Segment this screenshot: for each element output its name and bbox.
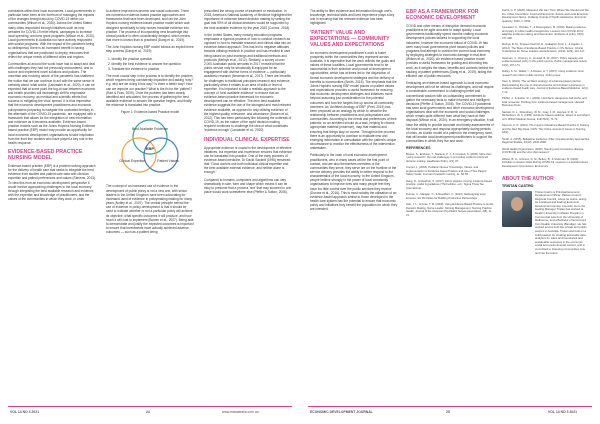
- reference-item: Melnyk, B. M., Fineout-Overholt, E., Gallagher-Ford, L., & Kaplan, L. (2012). The State of Evidence-Based Practice in US Nurses: Critical Implications for Nurse Leaders and Educators. JONA, 42(9), 410-417.: [502, 43, 586, 53]
- list-item: 1. Identify the practice question.: [108, 56, 154, 61]
- section-heading-community-values: 'PATIENT' VALUE AND EXPECTATIONS — COMMUNITY VALUES AND EXPECTATIONS: [310, 29, 390, 48]
- reference-item: Harris, G. P. (2020). Measures We Can Trust: Where We Should and We Do. Urban Councillors: Covid and Economic Justice and Local Economic Development Nexus. (Indiana) Journal of Pacific Assistance, Economic quarterly, 2020, 2, 0193.: [502, 9, 589, 23]
- author-bio: Tristan Castro is Principal Economic Development Officer, Parkes Council, Regional Council, where he works, acting as sustained and leading Economic Development service Councils. He is the leading Manager Tristan has worked at Deakin University in Master Program in Commercial Law from the University of Melbourne, and a Bachelor of Economics from Deakin University (Bendigo). He has worked across both the private and public sectors in Australia. Tristan and built on a solid passion for creating actionable data analytics for sales and boundaries and sustainable outcomes in the economic, social and environmental context, and is committed to fostering communities now and into the future.: [535, 189, 587, 255]
- left-col-1: [8, 9, 96, 204]
- reference-item: Lancaster, K., Rhodes, T., & Rosengarten, M. (2020). Making evidence and policy in public health emergencies: Lessons from COVID-19 for adaptive evidence-making and intervention. Evidence & policy, 16(3), 477-490.: [502, 26, 587, 40]
- paragraph: In the United States, many nursing education programs emphasise a rigorous process of how to conduct research as opposed to how to translate research and clinical data into an evidence-based approach. This has led to negative attitudes towards utilising research in practice and has resulted in care being based on past learnings and traditional methods and protocols (Melnyk et al., 2012). Similarly, a survey of over 2,000 Australian public servants in 2017 revealed that the public service may be structurally ill-equipped for an engagement with diverse forms of evidence — particularly academic research (Newman et al., 2017). There are benefits for challenges to traditional principles research and evidence, particularly when it relates to an area of skills or level of expertise. It is important to take a realistic approach to the concept of 'best available evidence' to ensure that an evidence-based practice framework for economic development can be effective. The term best available evidence suggests the use of the strongest and most relevant evidence available, as opposed to only utilising evidence of the highest quality, relevance, and abundance (Bowen et al., 2012). This has been particularly like following the outbreak of COVID-19, as the nature of the rapid decision making required continues to challenge the idea of what constitutes 'evidence-enough' (Lancaster et al., 2020).: [204, 32, 292, 133]
- list-item: 2. Identify the best evidence to answer the question.: [108, 61, 182, 66]
- reference-item: Wilson, B. H., Johnson, D. M., Bolton, B., & Stutzman, B. (2020). Activities to Assess Cities During COVID-19. Lessons in Local Economic Development Commission, Economics.: [502, 157, 589, 168]
- author-name: TRISTAN CASTRO: [502, 184, 534, 188]
- left-col-2: [106, 9, 194, 237]
- paragraph: Communities all around the world have had to adapt and deal with challenges they had not previously encountered, and to source and implement novel solutions and policies. The uncertain and evolving nature of the pandemic has shattered the notion that we can continue to act with the same sense of certainty about 'what works' (Lancaster et al., 2020). It can be expected that at some point the tug-of-war between economic and health priorities will increasingly shift to emphasise economic recovery, as medical and scientific efforts find success in mitigating the virus' spread. It is thus imperative that the economic development practitioners and economic policymakers preparing to navigate this uncharted territory in the aftermath of the COVID-19 pandemic, are equipped with a framework that allows for the integration of new information and evidence as it becomes available. Evidence-based practice models such as the Johns Hopkins Nursing Evidence based practice (EBP) model may provide an opportunity for local economic development organisations to take inspiration from the front line workers who have played a key role in the health response.: [8, 61, 96, 145]
- footer-page-number: 24: [146, 410, 150, 414]
- reference-item: Nutley, S. M., Walter, I., & Davies, H. T. (2007). Using evidence: How research can inform public services. Policy press.: [502, 70, 584, 77]
- list-item: 3. Translate the evidence to practice.: [108, 66, 161, 71]
- paragraph: to achieve improved economic and social outcomes. There are numerous evidence-based practice approaches and frameworks that have been developed, such as the John Hopkins nursing evidence-based practice model which was designed specifically to help nurses translate evidence into practice. The process of incorporating new knowledge into clinical practice is often considerably delayed, which means that more is known than is practiced (Dang et al., 2019).: [106, 9, 190, 43]
- paragraph: Embracing an evidence-based approach to local economic development will not be without its challenges, and will require a considerable commitment to challenging belief and conventional wisdom with an outstanding commitment to gather the necessary facts to make informed and intelligent decisions (Pfeffer & Sutton, 2006). The COVID-19 pandemic has seen local governments and other economic development organisations deal with the economic and social challenges which remain quite different from what they have at their disposal (Wilson et al., 2020). In an emergency situation, it will have the ability to provide accurate and timely assessments of the local economy and respond appropriately during periods of crisis, as a tailor model of a patient in the emergency room, that will enable local development practitioners to support the communities in which they live and work.: [406, 81, 494, 144]
- footer-website-link[interactable]: www.edaustralia.com.au: [222, 410, 259, 414]
- venn-label-patient: Patient Values: [157, 159, 179, 164]
- ebp-venn-diagram: [110, 116, 190, 178]
- reference-item: Smith, A. (2015). Bellwether Evidence: Filter Complementary Approaches. Regional Studies, 49(12), 2034-2048.: [502, 137, 590, 144]
- paragraph: Particularly in the case of local economic development practitioners, who in many cases will be the first point of contact, and are also themselves members of the communities they serve, they serve are on the frontline of the service delivery provides the ability to better respond to the characteristics of the local economy. In the United Kingdom, people believe strongly in the power of local community organisations to improve lives and many people feel they have too little control over the public services they receive (Durose et al., 2016). This is most notably the utilisation of an evidence-based approach similar to those developed in the health care system has the potential to ensure that economic policy and initiatives truly benefit the population for which they are intended.: [310, 153, 398, 212]
- paragraph: The concept of an increased use of evidence in the development of public policy is not a new one, with senior leaders in the United Kingdom have been advocating for increased used of evidence in policymaking making for many years (Nutley et al., 2007). The central principle behind the use of evidence in policy development is that it should be used to indicate whether or not a particular policy will achieve its objective, what specific outcomes it will produce, and how much it will cost to implement (Bowen et al., 2007). Being able to demonstrate and justify the expected outcomes is important to ensure that investments have actually achieved adverse outcomes — such as a patient being: [106, 184, 194, 235]
- footer-volume: VOL 14 NO 3 2021: [10, 410, 39, 414]
- venn-label-best: Best Available Evidence: [131, 127, 169, 132]
- section-heading-ebp-nursing: EVIDENCE-BASED PRACTICE NURSING MODEL: [8, 149, 83, 161]
- venn-label-clinical: Clinical Expertise: [118, 159, 146, 164]
- venn-label-center: EBP: [145, 146, 155, 152]
- footer-rule: [308, 406, 592, 407]
- reference-item: Connor, L. (2018). Pediatric Nurses' Knowledge, Values, and Implementation of Evidence-based Practice and Use of Two Patient Safety Goals. Journal of pediatric nursing, 41, 50-55.: [406, 166, 487, 177]
- reference-item: Durose, C., Mangan, C., & Needham, C. (2013). Redesigning local services: Six Principles for Building Productive Partnerships.: [406, 193, 486, 200]
- paragraph: prescribed the wrong course of treatment or medication. In 2018, America's National Academy of Medicine highlighted the importance of evidence based decision making by setting the goal that 90% of all clinical decisions would be supported by the best available evidence by the year 2020 (Connor, 2018).: [204, 9, 292, 30]
- footer-page-number: 25: [446, 410, 450, 414]
- reference-item: Stevens, K. R. (2013). The Impact of Evidence-Based Practice in Nursing and the Next Big Ideas. OJIN: The Online Journal of Issues in Nursing, 18(2).: [502, 124, 590, 134]
- reference-item: Newman, J., Cherney, A., & Head, B. W. (2017). Policy capacity and evidence-based policy in the public service. Public management review, 19(2), 157-174.: [502, 56, 588, 67]
- venn-circle-patient-values: [144, 138, 178, 172]
- paragraph: Appropriate evidence is crucial in the development of effective initiatives, but expertise and experience ensures that evidence can be translated into practice. One of the early pioneers of evidence-based medicine, Dr David Sackett (1996) remarked that "Good doctors use both individual clinical expertise and the best available external evidence, and neither alone is enough.": [204, 145, 292, 175]
- right-col-3: [502, 9, 590, 255]
- paragraph: COVID and other means of disruption demand economic practitioners be agile and able to adapt quickly. Local governments traditionally spend months crafting economic development policies tailored to supporting the local industries, however the economic fallout of COVID-19 has seen many local governments pivot toward policies and programs that attempt to cushion the current local economy by deploying strategies to economic damage in real-time (Wilson et al., 2020). An evidence-based practice model provides a useful framework for guiding and informing this work, as it weights the ideas, benefits and contexts behind the backing of patient preferences (Dang et al., 2019), aiding the efficient use of public resources.: [406, 24, 494, 78]
- reference-item: Bowen, S., Erickson, T., Martens, P. J., & Crockett, S. (2009). More than "using research": the real challenges in promoting evidence-informed decision-making. Healthcare Policy, 4(3), 87.: [406, 152, 492, 163]
- reference-item: Sackett, D. L., Rosenberg, W. M., Gray, J. M., Haynes, R. B., & Richardson, W. S. (1996). Evidence based medicine: what it is and what it isn't. British Medical Journal, 312(7023), 71-72.: [502, 110, 590, 121]
- paragraph: Compared to humans, computers and algorithms can vary dramatically in size, form and shape which means it can be risky to presume that a process 'one' that may succeed in one place would work somewhere else (Pfeffer & Sutton, 2006).: [204, 177, 292, 195]
- footer-volume: VOL 14 NO 3 2021: [548, 410, 577, 414]
- reference-item: World Health Organization. (2020). Naming and coronavirus disease (COVID-19) and the virus that causes it.: [502, 147, 584, 154]
- reference-item: Pfeffer, J., & Sutton, R. I. (2006). Hard facts, dangerous half-truths, and total nonsense: Profiting from evidence-based management. Harvard Business Press.: [502, 97, 587, 107]
- left-col-3: [204, 9, 292, 197]
- paragraph: The most crucial step in the process is to identify the problem, which requires being consistently inquisitive and asking 'why?' e.g. why are we doing it this way? Is there a better way? How can we improve our practice? What is the fix for the 'patient'? (Hart & Foss, 2009). Once the problem has been clearly identified and articulated, the process of gathering the best available evidence to answer the question begins, and finally the evidence is translated into practice.: [106, 74, 194, 108]
- footer-journal-name: ECONOMIC DEVELOPMENT JOURNAL: [310, 410, 373, 414]
- paragraph: Evidence-based practice (EBP) is a problem solving approach for the delivery of health care that seeks to integrate the best evidence from studies and patient care data with clinician expertise and patient preferences and values (Stevens, 2013). To view this from an economic development perspective it would involve approaching challenges in the local economy through integrating the best available research and evidence, with the expertise and knowledge of practitioners, and the values of the communities in which they work, in order: [8, 164, 96, 202]
- right-col-2: [406, 9, 494, 220]
- footer-rule: [8, 406, 292, 407]
- references-heading: REFERENCES: [406, 146, 431, 151]
- paragraph: constraints within their local economies. Local governments in particular have been at the forefront of managing the impacts of the changes brought about by COVID-19 within our communities (Wilson et al., 2020). Across the United States many cities responded through initiatives such as new websites for COVID-19 relief efforts, campaigns to increase local spending, and new grant programs (Wilson et al., 2020). Local governments in Australia too have actively responded with similar programs. With the impact of the pandemic being so widespread, there is an increased benefit in having organisations that are positioned to deploy resources that reflect the unique needs of different cities and regions.: [8, 9, 96, 59]
- paragraph: The ability to filter evidence and information through one's knowledge, technical skills and lived experience plays a key role in ensuring that the relevant evidence has been highlighted.: [310, 9, 395, 26]
- section-heading-ebp-framework: EBP AS A FRAMEWORK FOR ECONOMIC DEVELOPMENT: [406, 9, 479, 21]
- figure-title: Figure 1: Evidence-based Practice model: [120, 110, 180, 115]
- reference-item: Hart, J. L., & Foss, T. M. (2009). Using Evidence-Based Practice to Guide Decision Making. Nurse Leader, Nursing Management, Nursing Practice Health, Journal of the American Psychiatric Nurses Association, 4(8), 11-21.: [406, 203, 494, 217]
- paragraph: The John Hopkins nursing EBP model follows an explicit three step process (Dang et al., 2019):: [106, 45, 194, 54]
- venn-circle-clinical-expertise: [122, 138, 156, 172]
- author-box: [502, 191, 590, 256]
- right-page: [300, 0, 600, 424]
- section-heading-clinical-expertise: INDIVIDUAL CLINICAL EXPERTISE: [204, 136, 290, 143]
- reference-item: Dang, D., & Dearholt, S. (2017). Johns Hopkins nursing evidence-based practice: model & guidelines (Third edition. ed.). Sigma Theta Tau International.: [406, 179, 492, 190]
- reference-item: Peel, A. (2019). The 'architect analogy' of evidence-based practice: Reconsidering the role of clinical expertise and clinician experience in evidence-based health care. Journal of Evidence-Based Medicine, 12(1), 7-13.: [502, 80, 589, 94]
- author-photo: [502, 191, 532, 227]
- paragraph: An economic development practitioner's work is foster prosperity within the communities they represent across Australia. It is imperative that the work reflects the goals and values of these localities. Local governments tend to be instrumental in their selection and pursuit of development opportunities, which has at times led to the disjunction of formal economic development strategies and the delivery of benefits to communities (Smith, 2015). The emphasis that the Johns Hopkins nursing EBP model places on patient values and expectations provides a useful framework for ensuring that economic development strategies and initiatives move beyond assuming just consideration for the potential outcomes and how the targets line up across all community members. As 'Architect Analogy of EBP' (Peel, 2019) has been proposed as an analogy by which to describe the relationship between practitioners and policymakers and communities. According to the needs and preferences of their patients, so an architect should do a task, helping to choose appropriate material (evidence), map that material and ensuring that things stay on course. Throughout the process there is an opportunity to continue to evaluate new and emerging information in consultation with the patient's unique circumstance to monitor the effectiveness of the intervention undertaken.: [310, 50, 397, 151]
- right-col-1: [310, 9, 398, 215]
- about-author-heading: ABOUT THE AUTHOR: [502, 176, 554, 182]
